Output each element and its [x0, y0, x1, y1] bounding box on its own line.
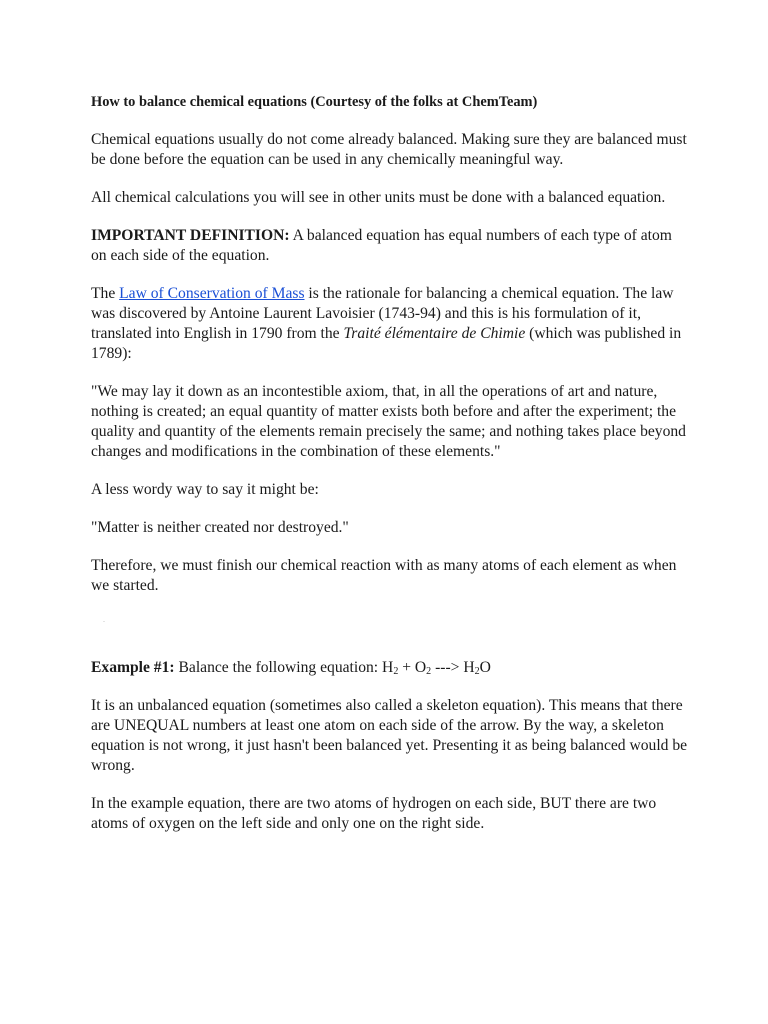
treatise-title: Traité élémentaire de Chimie — [343, 325, 526, 342]
document-title: How to balance chemical equations (Courtesy of the folks at ChemTeam) — [91, 94, 538, 110]
example-label: Example #1: — [91, 659, 175, 676]
eq-oxygen-subscript: 2 — [426, 666, 432, 677]
stray-dot: . — [103, 615, 105, 624]
law-mid-text: is the rationale for balancing a chemical equation. The law was discovered by Antoine Laurent Lavoisier (1743-94) and this is his formulation of it, translated into English in 1790 from the — [91, 285, 674, 342]
paragraph-example — [91, 658, 691, 678]
eq-oxygen: O — [414, 659, 427, 676]
paragraph-example-analysis: In the example equation, there are two atoms of hydrogen on each side, BUT there are two atoms of oxygen on the left side and only one on the right side. — [91, 795, 657, 832]
definition-text: A balanced equation has equal numbers of each type of atom on each side of the equation. — [91, 227, 672, 264]
eq-product-hydrogen-subscript: 2 — [474, 666, 480, 677]
eq-hydrogen-subscript: 2 — [393, 666, 399, 677]
paragraph-definition — [91, 226, 691, 266]
eq-product-hydrogen: H — [463, 659, 475, 676]
example-text: Balance the following equation: — [174, 659, 383, 676]
chemical-equation — [382, 659, 491, 676]
paragraph-intro: Chemical equations usually do not come already balanced. Making sure they are balanced must be done before the equation can be used in any chemically meaningful way. — [91, 131, 687, 168]
law-post-text: (which was published in 1789): — [91, 325, 682, 362]
eq-arrow: ---> — [431, 659, 464, 676]
paragraph-therefore: Therefore, we must finish our chemical reaction with as many atoms of each element as when we started. — [91, 557, 677, 594]
paragraph-unbalanced: It is an unbalanced equation (sometimes also called a skeleton equation). This means that there are UNEQUAL numbers at least one atom on each side of the arrow. By the way, a skeleton equation is not wrong, it just hasn't been balanced yet. Presenting it as being balanced would be wrong. — [91, 697, 688, 774]
eq-hydrogen: H — [382, 659, 394, 676]
document-page — [91, 92, 691, 852]
paragraph-less-wordy: A less wordy way to say it might be: — [91, 481, 319, 498]
law-of-conservation-link[interactable]: Law of Conservation of Mass — [119, 285, 305, 302]
paragraph-matter-quote: "Matter is neither created nor destroyed." — [91, 519, 349, 536]
paragraph-quote: "We may lay it down as an incontestible axiom, that, in all the operations of art and nature, nothing is created; an equal quantity of matter exists both before and after the experiment; the quality and quantity of the elements remain precisely the same; and nothing takes place beyond changes and modifications in the combination of these elements." — [91, 383, 686, 460]
law-pre-text: The — [91, 285, 120, 302]
paragraph-calculations: All chemical calculations you will see in other units must be done with a balanced equation. — [91, 189, 666, 206]
eq-plus: + — [398, 659, 415, 676]
paragraph-law — [91, 284, 691, 364]
definition-label: IMPORTANT DEFINITION: — [91, 227, 290, 244]
eq-product-oxygen: O — [479, 659, 491, 676]
